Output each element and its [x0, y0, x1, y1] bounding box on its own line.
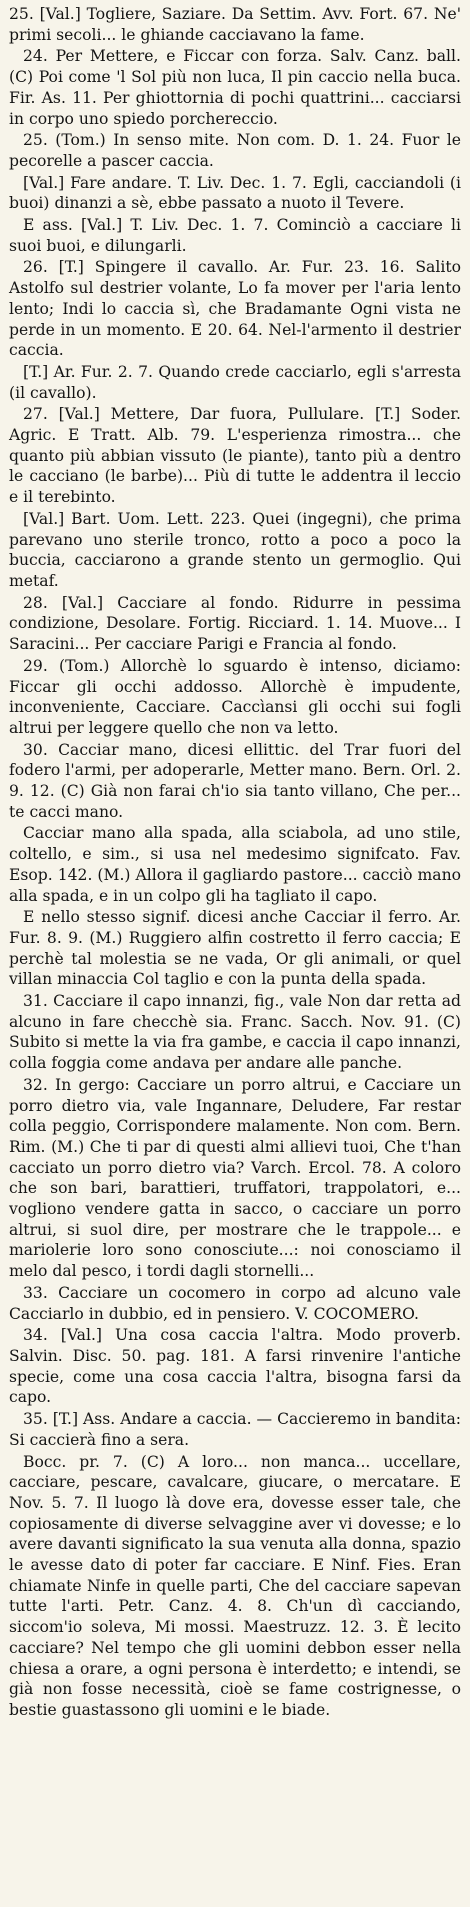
entry-27-pullulare: 27. [Val.] Mettere, Dar fuora, Pullulare. [T.] Soder. Agric. E Tratt. Alb. 79. L'esperienza rimostra... che quanto più abbian vissuto (le piante), tanto più a dentro le cacciano (le barbe)... Più di tutte le addentra il leccio e il terebinto. — [9, 405, 461, 507]
entry-30-spada: Cacciar mano alla spada, alla sciabola, ad uno stile, coltello, e sim., si usa nel medesimo signifcato. Fav. Esop. 142. (M.) Allora il gagliardo pastore... cacciò mano alla spada, e in un colpo gli ha tagliato il capo. — [9, 824, 461, 905]
entry-29-sguardo: 29. (Tom.) Allorchè lo sguardo è intenso, diciamo: Ficcar gli occhi addosso. Allorchè è impudente, inconveniente, Cacciare. Caccìansi gli occhi sui fogli altrui per leggere quello che non va letto. — [9, 656, 461, 737]
entry-35-andare-a-caccia: 35. [T.] Ass. Andare a caccia. — Caccieremo in bandita: Si caccierà fino a sera. — [9, 1410, 461, 1449]
entry-e-ass: E ass. [Val.] T. Liv. Dec. 1. 7. Cominciò a cacciare li suoi buoi, e dilungarli. — [9, 216, 461, 255]
entry-26-ar-fur: [T.] Ar. Fur. 2. 7. Quando crede cacciarlo, egli s'arresta (il cavallo). — [9, 362, 461, 402]
entry-26-cavallo: 26. [T.] Spingere il cavallo. Ar. Fur. 23. 16. Salito Astolfo sul destrier volante, Lo fa mover per l'aria lento lento; Indi lo caccia sì, che Bradamante Ogni vista ne perde in un momento. E 20. 64. Nel-l'armento il destrier caccia. — [9, 258, 461, 360]
entry-27-bart: [Val.] Bart. Uom. Lett. 223. Quei (ingegni), che prima parevano uno sterile tronco, rotto a poco a poco la buccia, cacciarono a grande stento un germoglio. Qui metaf. — [9, 509, 461, 590]
entry-25-senso-mite: 25. (Tom.) In senso mite. Non com. D. 1. 24. Fuor le pecorelle a pascer caccia. — [9, 131, 461, 170]
entry-33-cocomero: 33. Cacciare un cocomero in corpo ad alcuno vale Cacciarlo in dubbio, ed in pensiero. V. COCOMERO. — [9, 1283, 461, 1323]
entry-30-cacciar-mano: 30. Cacciar mano, dicesi ellittic. del Trar fuori del fodero l'armi, per adoperarle, Metter mano. Bern. Orl. 2. 9. 12. (C) Già non farai ch'io sia tanto villano, Che per... te cacci mano. — [9, 740, 461, 821]
entry-25-saziare: 25. [Val.] Togliere, Saziare. Da Settim. Avv. Fort. 67. Ne' primi secoli... le ghiande cacciavano la fame. — [9, 5, 461, 44]
entry-28-al-fondo: 28. [Val.] Cacciare al fondo. Ridurre in pessima condizione, Desolare. Fortig. Ricciard. 1. 14. Muove... I Saracini... Per cacciare Parigi e Francia al fondo. — [9, 593, 461, 654]
entry-fare-andare: [Val.] Fare andare. T. Liv. Dec. 1. 7. Egli, cacciandoli (i buoi) dinanzi a sè, ebbe passato a nuoto il Tevere. — [9, 173, 461, 213]
entry-31-capo-innanzi: 31. Cacciare il capo innanzi, fig., vale Non dar retta ad alcuno in fare checchè sia. Franc. Sacch. Nov. 91. (C) Subito si mette la via fra gambe, e caccia il capo innanzi, colla foggia come andava per andare alle panche. — [9, 992, 461, 1073]
entry-32-porro: 32. In gergo: Cacciare un porro altrui, e Cacciare un porro dietro via, vale Ingannare, Deludere, Far restar colla peggio, Corrispondere malamente. Non com. Bern. Rim. (M.) Che ti par di questi almi allievi tuoi, Che t'han cacciato un porro dietro via? Varch. Ercol. 78. A coloro che son bari, barattieri, truffatori, trappolatori, e... vogliono vendere gatta in sacco, o cacciare un porro altrui, si suol dire, per mostrare che le trappole... e mariolerie loro sono conosciute...: noi conosciamo il melo dal pesco, i tordi dagli stornelli... — [9, 1075, 461, 1281]
entry-35-boccaccio: Bocc. pr. 7. (C) A loro... non manca... uccellare, cacciare, pescare, cavalcare, giucare, o mercatare. E Nov. 5. 7. Il luogo là dove era, dovesse esser tale, che copiosamente di diverse selvaggine aver vi dovesse; e lo avere davanti significato la sua venuta alla donna, spazio le avesse dato di poter far cacciare. E Ninf. Fies. Eran chiamate Ninfe in quelle parti, Che del cacciare sapevan tutte l'arti. Petr. Canz. 4. 8. Ch'un dì cacciando, siccom'io soleva, Mi mossi. Maestruzz. 12. 3. È lecito cacciare? Nel tempo che gli uomini debbon esser nella chiesa a orare, a ogni persona è interdetto; e intendi, se già non fosse necessità, cioè se fame costrignesse, o bestie guastassono gli uomini e le biade. — [9, 1452, 461, 1719]
entry-34-caccia-altra: 34. [Val.] Una cosa caccia l'altra. Modo proverb. Salvin. Disc. 50. pag. 181. A farsi rinvenire l'antiche specie, come una cosa caccia l'altra, bisogna farsi da capo. — [9, 1326, 461, 1407]
entry-30-ferro: E nello stesso signif. dicesi anche Cacciar il ferro. Ar. Fur. 8. 9. (M.) Ruggiero alfin costretto il ferro caccia; E perchè tal molestia se ne vada, Or gli animali, or quel villan minaccia Col taglio e con la punta della spada. — [9, 908, 461, 989]
entry-24-mettere: 24. Per Mettere, e Ficcar con forza. Salv. Canz. ball. (C) Poi come 'l Sol più non luca, Il pin caccio nella buca. Fir. As. 11. Per ghiottornia di pochi quattrini... cacciarsi in corpo uno spiedo porchereccio. — [9, 47, 461, 128]
